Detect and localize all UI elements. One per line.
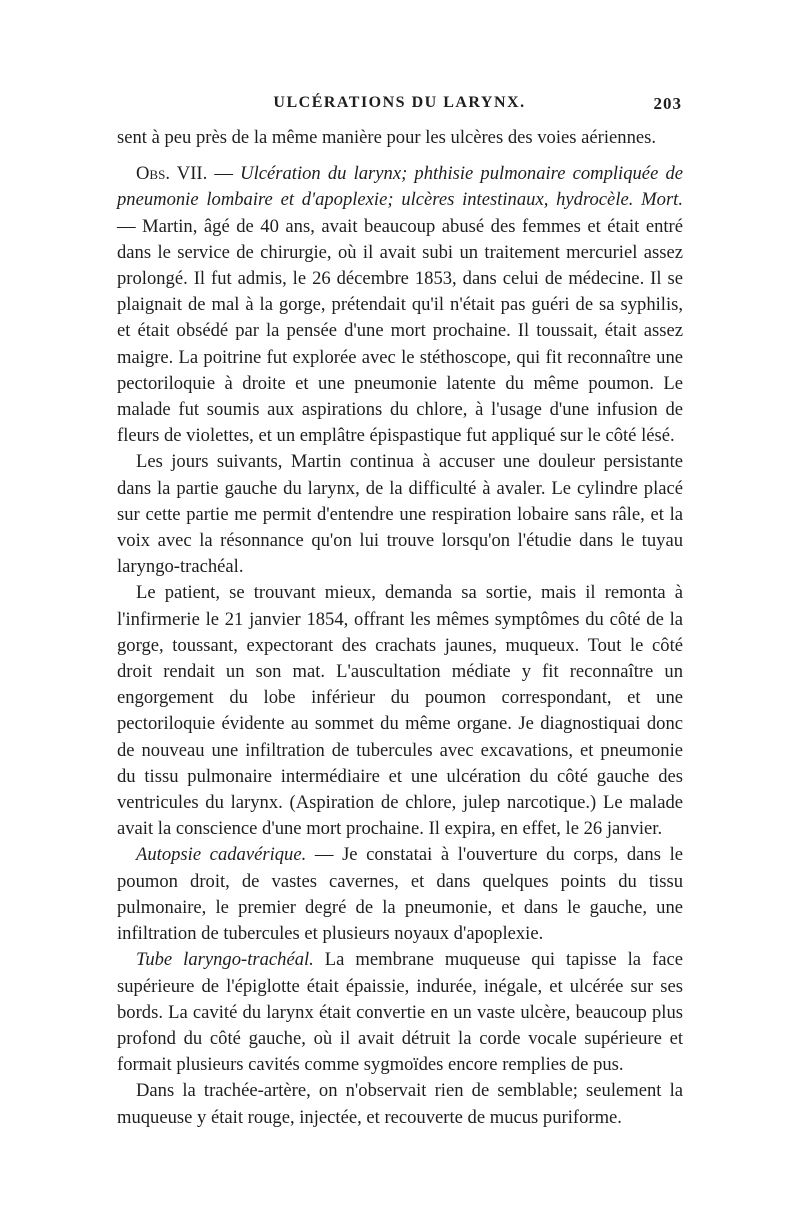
autopsy-text: — Je constatai à l'ouverture du corps, dans le poumon droit, de vastes cavernes, et dans quelques points du tissu pulmonaire, le premier degré de la pneumonie, et dans le gauche, une infiltration de tubercules et plusieurs noyaux d'apoplexie. [117, 844, 683, 945]
running-title: ULCÉRATIONS DU LARYNX. [273, 94, 526, 111]
laryngo-tracheal-heading: Tube laryngo-trachéal. [136, 949, 314, 971]
running-head [117, 94, 682, 118]
paragraph-autopsy [117, 842, 683, 947]
paragraph-laryngo-tracheal [117, 947, 683, 1078]
observation-title: Ulcération du larynx; phthisie pulmonaire compliquée de pneumonie lombaire et d'apoplexie; ulcères intestinaux, hydrocèle. Mort. [117, 163, 684, 211]
laryngo-tracheal-text: La membrane muqueuse qui tapisse la face supérieure de l'épiglotte était épaissie, indurée, inégale, et ulcérée sur ses bords. La cavité du larynx était convertie en un vaste ulcère, beaucoup plus profond du côté gauche, où il avait détruit la corde vocale supérieure et formait plusieurs cavités comme sygmoïdes encore remplies de pus. [117, 949, 683, 1076]
body-text [117, 125, 683, 1131]
paragraph-patient-return: Le patient, se trouvant mieux, demanda sa sortie, mais il remonta à l'infirmerie le 21 janvier 1854, offrant les mêmes symptômes du côté de la gorge, toussant, expectorant des crachats jaunes, muqueux. Tout le côté droit rendait un son mat. L'auscultation médiate y fit reconnaître un engorgement du lobe inférieur du poumon correspondant, et une pectoriloquie évidente au sommet du même organe. Je diagnostiquai donc de nouveau une infiltration de tubercules avec excavations, et pneumonie du tissu pulmonaire intermédiaire et une ulcération du côté gauche des ventricules du larynx. (Aspiration de chlore, julep narcotique.) Le malade avait la conscience d'une mort prochaine. Il expira, en effet, le 26 janvier. [117, 582, 683, 840]
paragraph-continuation: sent à peu près de la même manière pour les ulcères des voies aériennes. [117, 127, 657, 148]
paragraph-trachea: Dans la trachée-artère, on n'observait rien de semblable; seulement la muqueuse y était rouge, injectée, et recouverte de mucus puriforme. [117, 1080, 683, 1128]
observation-label: Obs. VII. [136, 163, 208, 185]
observation-text: — Martin, âgé de 40 ans, avait beaucoup abusé des femmes et était entré dans le service de chirurgie, où il avait subi un traitement mercuriel assez prolongé. Il fut admis, le 26 décembre 1853, dans celui de médecine. Il se plaignait de mal à la gorge, prétendait qu'il n'était pas guéri de sa syphilis, et était obsédé par la pensée d'une mort prochaine. Il toussait, était assez maigre. La poitrine fut explorée avec le stéthoscope, qui fit reconnaître une pectoriloquie à droite et une pneumonie latente du même poumon. Le malade fut soumis aux aspirations du chlore, à l'usage d'une infusion de fleurs de violettes, et un emplâtre épispastique fut appliqué sur le côté lésé. [117, 215, 683, 447]
observation-paragraph [117, 161, 683, 449]
observation-dash: — [207, 163, 241, 185]
page-number: 203 [653, 94, 682, 113]
autopsy-heading: Autopsie cadavérique. [136, 844, 307, 866]
paragraph-following-days: Les jours suivants, Martin continua à accuser une douleur persistante dans la partie gauche du larynx, de la difficulté à avaler. Le cylindre placé sur cette partie me permit d'entendre une respiration lobaire sans râle, et la voix avec la résonnance qu'on lui trouve lorsqu'on l'étudie dans le tuyau laryngo-trachéal. [117, 451, 683, 578]
